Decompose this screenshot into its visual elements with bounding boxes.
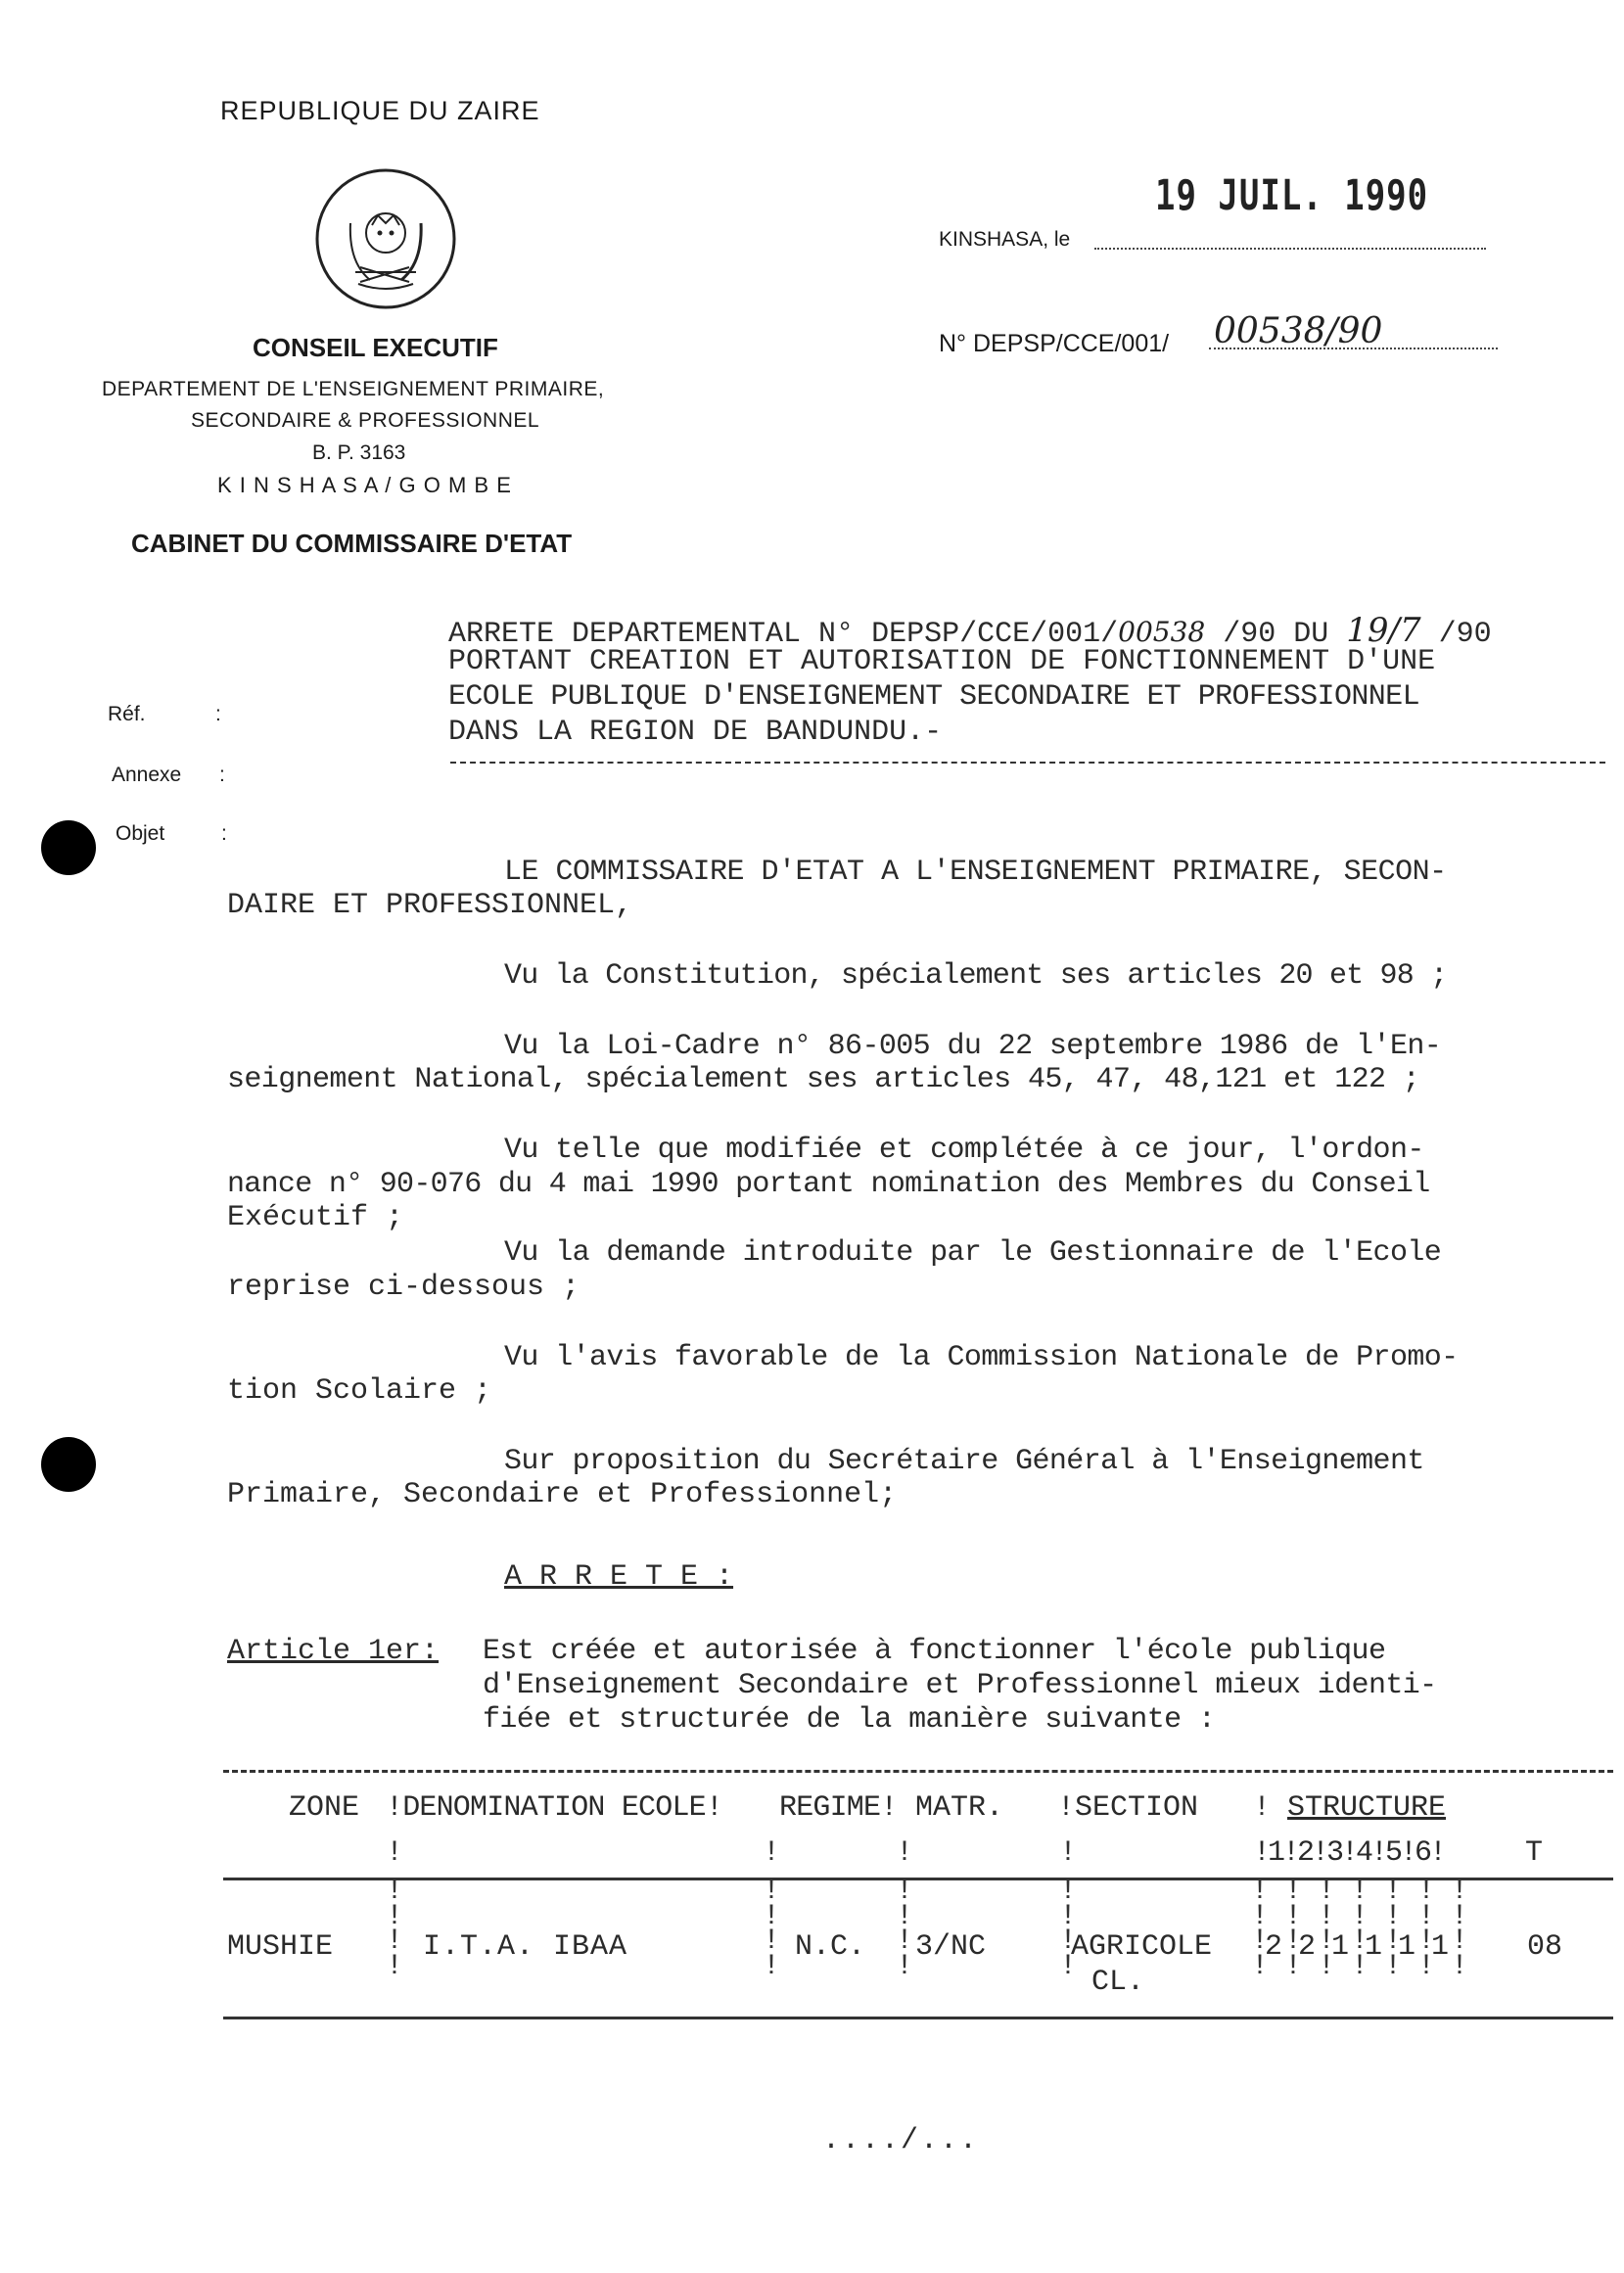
- divider-mark: ! ! ! !: [1251, 1875, 1270, 1983]
- preamble-line2: DAIRE ET PROFESSIONNEL,: [227, 889, 633, 922]
- date-stamp: 19 JUIL. 1990: [1155, 171, 1429, 220]
- cell-denomination: I.T.A. IBAA: [423, 1930, 628, 1964]
- constitution-line: Vu la Constitution, spécialement ses articles 20 et 98 ;: [504, 959, 1448, 993]
- article-line3: fiée et structurée de la manière suivante :: [483, 1703, 1216, 1737]
- decree-title-line1: ARRETE DEPARTEMENTAL N° DEPSP/CCE/001/00538 /90 DU 19/7 /90: [448, 611, 1492, 651]
- decree-title-line4: DANS LA REGION DE BANDUNDU.-: [448, 716, 943, 749]
- table-top-border: [223, 1770, 1613, 1773]
- country-name: REPUBLIQUE DU ZAIRE: [220, 96, 540, 125]
- cell-section-line1: AGRICOLE: [1071, 1930, 1213, 1964]
- structure-year-1: 2: [1265, 1930, 1283, 1964]
- council-name: CONSEIL EXECUTIF: [253, 333, 498, 362]
- annexe-label: Annexe: [112, 764, 182, 786]
- divider-mark: !: [1059, 1836, 1078, 1870]
- punch-hole-bottom: [41, 1437, 96, 1492]
- decree-title-line3: ECOLE PUBLIQUE D'ENSEIGNEMENT SECONDAIRE ET PROFESSIONNEL: [448, 680, 1419, 714]
- structure-year-2: 2: [1298, 1930, 1317, 1964]
- ordonnance-line1: Vu telle que modifiée et complétée à ce jour, l'ordon-: [504, 1134, 1424, 1167]
- proposition-line1: Sur proposition du Secrétaire Général à l'Enseignement: [504, 1445, 1424, 1478]
- divider-mark: ! ! ! !: [1351, 1875, 1369, 1983]
- divider-mark: !: [763, 1836, 781, 1870]
- objet-colon: :: [221, 822, 227, 845]
- header-regime: REGIME!: [779, 1791, 898, 1825]
- divider-mark: ! ! ! !: [763, 1875, 781, 1983]
- divider-mark: ! ! ! !: [1059, 1875, 1078, 1983]
- objet-label: Objet: [116, 822, 165, 845]
- header-section: !SECTION: [1057, 1791, 1199, 1825]
- avis-line1: Vu l'avis favorable de la Commission Nationale de Promo-: [504, 1341, 1459, 1374]
- city-name: K I N S H A S A / G O M B E: [217, 473, 512, 497]
- article-line2: d'Enseignement Secondaire et Professionnel mieux identi-: [483, 1669, 1437, 1702]
- divider-mark: ! ! ! !: [1417, 1875, 1436, 1983]
- structure-year-4: 1: [1365, 1930, 1383, 1964]
- header-structure-columns: !1!2!3!4!5!6!: [1253, 1836, 1445, 1870]
- reference-number-label: N° DEPSP/CCE/001/: [939, 330, 1170, 357]
- arrete-heading: A R R E T E :: [504, 1560, 734, 1594]
- structure-year-5: 1: [1398, 1930, 1416, 1964]
- header-structure: STRUCTURE: [1287, 1791, 1447, 1825]
- place-label: KINSHASA, le: [939, 228, 1071, 251]
- divider-mark: ! ! ! !: [1284, 1875, 1303, 1983]
- ordonnance-line2: nance n° 90-076 du 4 mai 1990 portant nomination des Membres du Conseil: [227, 1168, 1430, 1201]
- cell-total: 08: [1527, 1930, 1563, 1964]
- department-line2: SECONDAIRE & PROFESSIONNEL: [191, 409, 540, 432]
- avis-line2: tion Scolaire ;: [227, 1374, 492, 1408]
- annexe-colon: :: [219, 764, 225, 786]
- header-total: T: [1525, 1836, 1544, 1870]
- divider-mark: !: [386, 1836, 404, 1870]
- number-dotted-line: [1209, 348, 1498, 349]
- cell-zone: MUSHIE: [227, 1930, 334, 1964]
- divider-mark: ! ! ! !: [1384, 1875, 1403, 1983]
- seal-icon: [311, 164, 460, 313]
- structure-year-6: 1: [1431, 1930, 1450, 1964]
- cell-regime: N.C.: [795, 1930, 866, 1964]
- divider-mark: ! ! ! !: [1318, 1875, 1336, 1983]
- structure-year-3: 1: [1331, 1930, 1350, 1964]
- preamble-line1: LE COMMISSAIRE D'ETAT A L'ENSEIGNEMENT PRIMAIRE, SECON-: [504, 856, 1447, 889]
- header-matr: MATR.: [915, 1791, 1004, 1825]
- ref-colon: :: [215, 703, 221, 725]
- header-denomination: !DENOMINATION ECOLE!: [386, 1791, 723, 1825]
- cell-section-line2: CL.: [1091, 1966, 1145, 1999]
- article-label: Article 1er:: [227, 1635, 440, 1668]
- divider-mark: !: [896, 1836, 914, 1870]
- divider-mark: ! ! ! !: [1451, 1875, 1469, 1983]
- demande-line1: Vu la demande introduite par le Gestionnaire de l'Ecole: [504, 1236, 1442, 1270]
- po-box: B. P. 3163: [312, 441, 406, 464]
- date-dotted-line: [1094, 248, 1486, 250]
- punch-hole-top: [41, 820, 96, 875]
- continuation-mark: ..../...: [822, 2124, 980, 2157]
- proposition-line2: Primaire, Secondaire et Professionnel;: [227, 1478, 898, 1511]
- table-bottom-border: [223, 2017, 1613, 2019]
- article-line1: Est créée et autorisée à fonctionner l'école publique: [483, 1635, 1386, 1668]
- ordonnance-line3: Exécutif ;: [227, 1201, 404, 1234]
- header-structure-bang: !: [1253, 1791, 1272, 1825]
- loi-cadre-line1: Vu la Loi-Cadre n° 86-005 du 22 septembre 1986 de l'En-: [504, 1030, 1442, 1063]
- cabinet-name: CABINET DU COMMISSAIRE D'ETAT: [131, 529, 573, 558]
- title-separator: [450, 762, 1605, 764]
- reference-number-handwritten: 00538/90: [1214, 311, 1383, 351]
- department-line1: DEPARTEMENT DE L'ENSEIGNEMENT PRIMAIRE,: [102, 378, 605, 400]
- divider-mark: ! ! ! !: [386, 1875, 404, 1983]
- cell-matr: 3/NC: [915, 1930, 987, 1964]
- demande-line2: reprise ci-dessous ;: [227, 1271, 580, 1304]
- decree-title-line2: PORTANT CREATION ET AUTORISATION DE FONCTIONNEMENT D'UNE: [448, 645, 1436, 678]
- loi-cadre-line2: seignement National, spécialement ses articles 45, 47, 48,121 et 122 ;: [227, 1063, 1420, 1096]
- divider-mark: ! ! ! !: [896, 1875, 914, 1983]
- ref-label: Réf.: [108, 703, 146, 725]
- header-zone: ZONE: [289, 1791, 360, 1825]
- cell-structure: [1251, 1875, 1525, 2007]
